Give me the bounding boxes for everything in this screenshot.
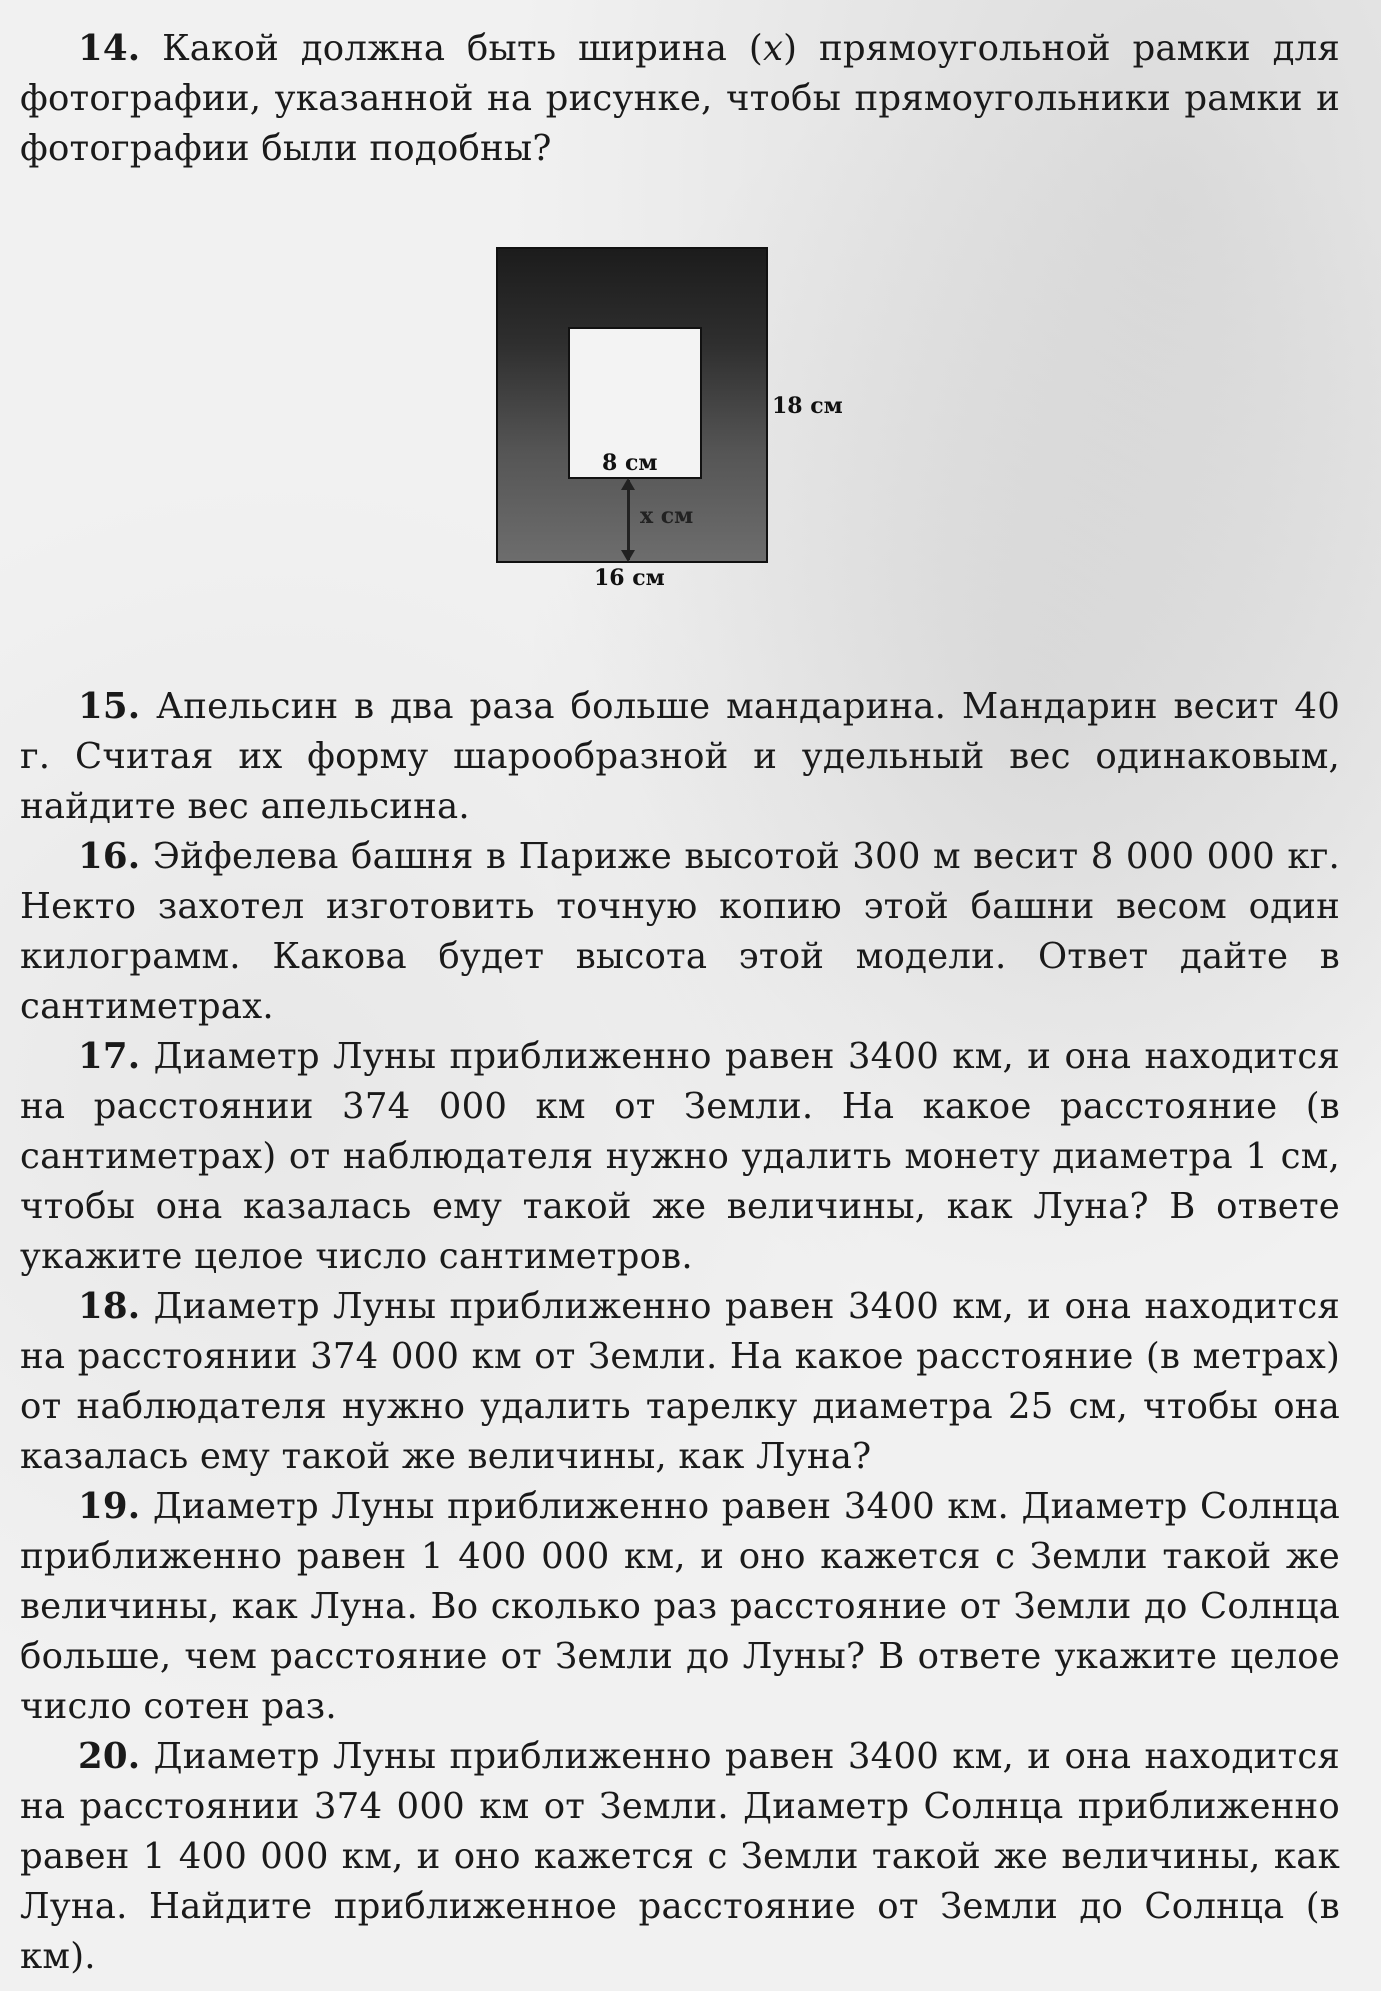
problem-text: Эйфелева башня в Париже высотой 300 м весит 8 000 000 кг. Некто захотел изготовить точную копию этой башни весом один килограмм. Какова будет высота этой модели. Ответ дайте в сантиметрах.: [20, 836, 1340, 1027]
problem-20: [20, 1732, 1340, 1982]
problem-number: 17.: [78, 1036, 141, 1077]
problem-text: ) прямоугольной рамки для фотографии, указанной на рисунке, чтобы прямоугольники рамки и фотографии были подобны?: [20, 28, 1340, 169]
problem-19: [20, 1482, 1340, 1732]
problem-number: 15.: [78, 686, 141, 727]
problem-14: [20, 24, 1340, 174]
problem-17: [20, 1032, 1340, 1282]
outer-height-label: 18 см: [772, 393, 843, 419]
frame-width-label: x см: [640, 503, 694, 529]
problem-16: [20, 832, 1340, 1032]
problem-number: 16.: [78, 836, 141, 877]
variable-x: x: [762, 28, 784, 69]
problem-text: Диаметр Луны приближенно равен 3400 км. Диаметр Солнца приближенно равен 1 400 000 км, и оно кажется с Земли такой же величины, как Луна. Во сколько раз расстояние от Земли до Солнца больше, чем расстояние от Земли до Луны? В ответе укажите целое число сотен раз.: [20, 1486, 1340, 1727]
double-arrow-icon: [627, 480, 630, 560]
problem-text: Какой должна быть ширина (: [140, 28, 763, 69]
photo-frame: [496, 247, 768, 563]
problem-text: Диаметр Луны приближенно равен 3400 км, и она находится на расстоянии 374 000 км от Земли. На какое расстояние (в метрах) от наблюдателя нужно удалить тарелку диаметра 25 см, чтобы она казалась ему такой же величины, как Луна?: [20, 1286, 1340, 1477]
problem-text: Диаметр Луны приближенно равен 3400 км, и она находится на расстоянии 374 000 км от Земли. Диаметр Солнца приближенно равен 1 400 000 км, и оно кажется с Земли такой же величины, как Луна. Найдите приближенное расстояние от Земли до Солнца (в км).: [20, 1736, 1340, 1977]
problem-number: 19.: [78, 1486, 141, 1527]
problem-number: 18.: [78, 1286, 141, 1327]
problem-number: 14.: [78, 28, 141, 69]
inner-width-label: 8 см: [602, 450, 658, 476]
problem-text: Апельсин в два раза больше мандарина. Мандарин весит 40 г. Считая их форму шарообразной и удельный вес одинаковым, найдите вес апельсина.: [20, 686, 1340, 827]
problem-15: [20, 682, 1340, 832]
problem-number: 20.: [78, 1736, 141, 1777]
problem-text: Диаметр Луны приближенно равен 3400 км, и она находится на расстоянии 374 000 км от Земли. На какое расстояние (в сантиметрах) от наблюдателя нужно удалить монету диаметра 1 см, чтобы она казалась ему такой же величины, как Луна? В ответе укажите целое число сантиметров.: [20, 1036, 1340, 1277]
frame-figure: [490, 243, 870, 603]
problem-18: [20, 1282, 1340, 1482]
outer-width-label: 16 см: [594, 565, 665, 591]
